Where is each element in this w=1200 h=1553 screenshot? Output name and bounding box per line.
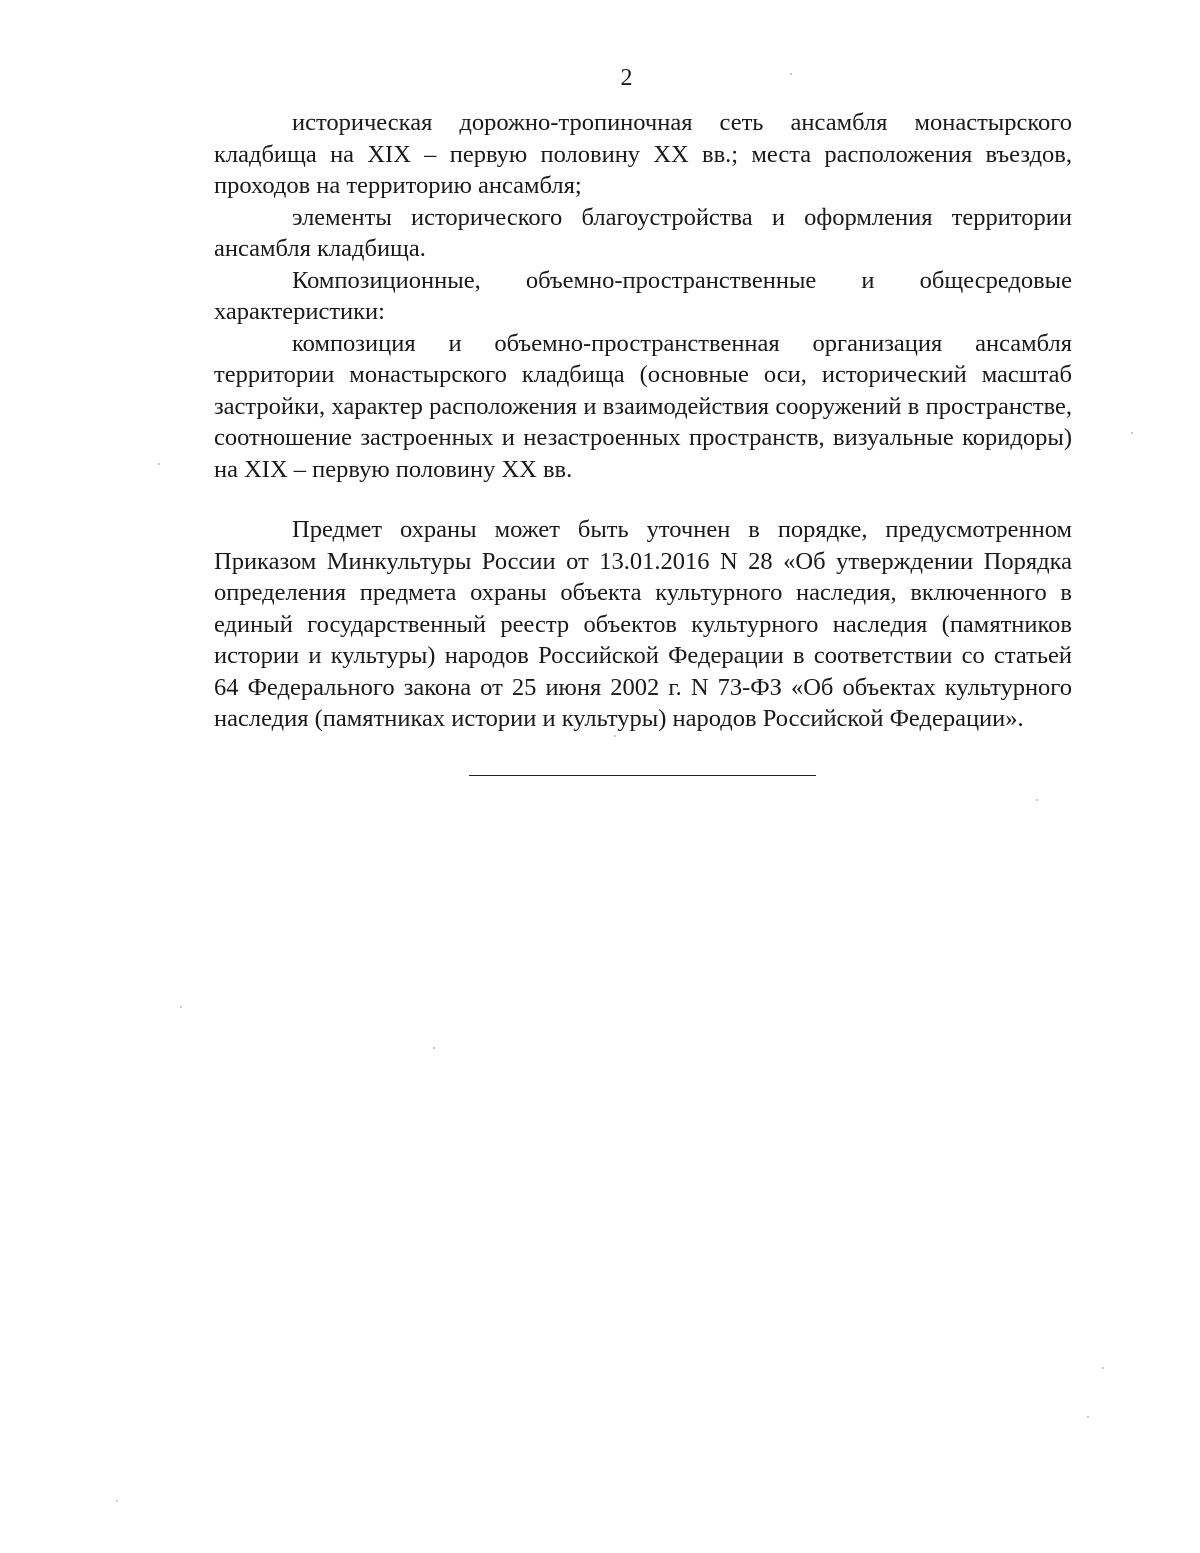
paragraph-protection-subject-note: Предмет охраны может быть уточнен в порядке, предусмотренном Приказом Минкультуры России от 13.01.2016 N 28 «Об утверждении Порядка определения предмета охраны объекта культурного наследия, включенного в единый государственный реестр объектов культурного наследия (памятников истории и культуры) народов Российской Федерации в соответствии со статьей 64 Федерального закона от 25 июня 2002 г. N 73-ФЗ «Об объектах культурного наследия (памятниках истории и культуры) народов Российской Федерации».	[214, 516, 1072, 732]
scan-speck	[1036, 799, 1038, 801]
scan-speck	[1102, 1367, 1104, 1369]
paragraph-road-network: историческая дорожно-тропиночная сеть ансамбля монастырского кладбища на XIX – первую половину XX вв.; места расположения въездов, проходов на территорию ансамбля;	[214, 109, 1072, 199]
scan-speck	[433, 1047, 435, 1049]
scan-speck	[116, 1500, 118, 1502]
paragraph-landscaping-elements: элементы исторического благоустройства и оформления территории ансамбля кладбища.	[214, 203, 1072, 262]
scan-speck	[180, 1006, 182, 1008]
scan-speck	[1087, 1416, 1089, 1418]
scan-speck	[1131, 432, 1133, 434]
scan-speck	[158, 463, 160, 465]
document-body	[214, 107, 1072, 735]
scan-speck	[790, 73, 792, 75]
page-number: 2	[620, 65, 633, 91]
paragraph-composition-details: композиция и объемно-пространственная организация ансамбля территории монастырского кладбища (основные оси, исторический масштаб застройки, характер расположения и взаимодействия сооружений в пространстве, соотношение застроенных и незастроенных пространств, визуальные коридоры) на XIX – первую половину XX вв.	[214, 329, 1072, 483]
scan-speck	[614, 735, 616, 737]
end-of-text-rule	[469, 775, 816, 776]
paragraph-composition-heading: Композиционные, объемно-пространственные и общесредовые характеристики:	[214, 266, 1072, 325]
